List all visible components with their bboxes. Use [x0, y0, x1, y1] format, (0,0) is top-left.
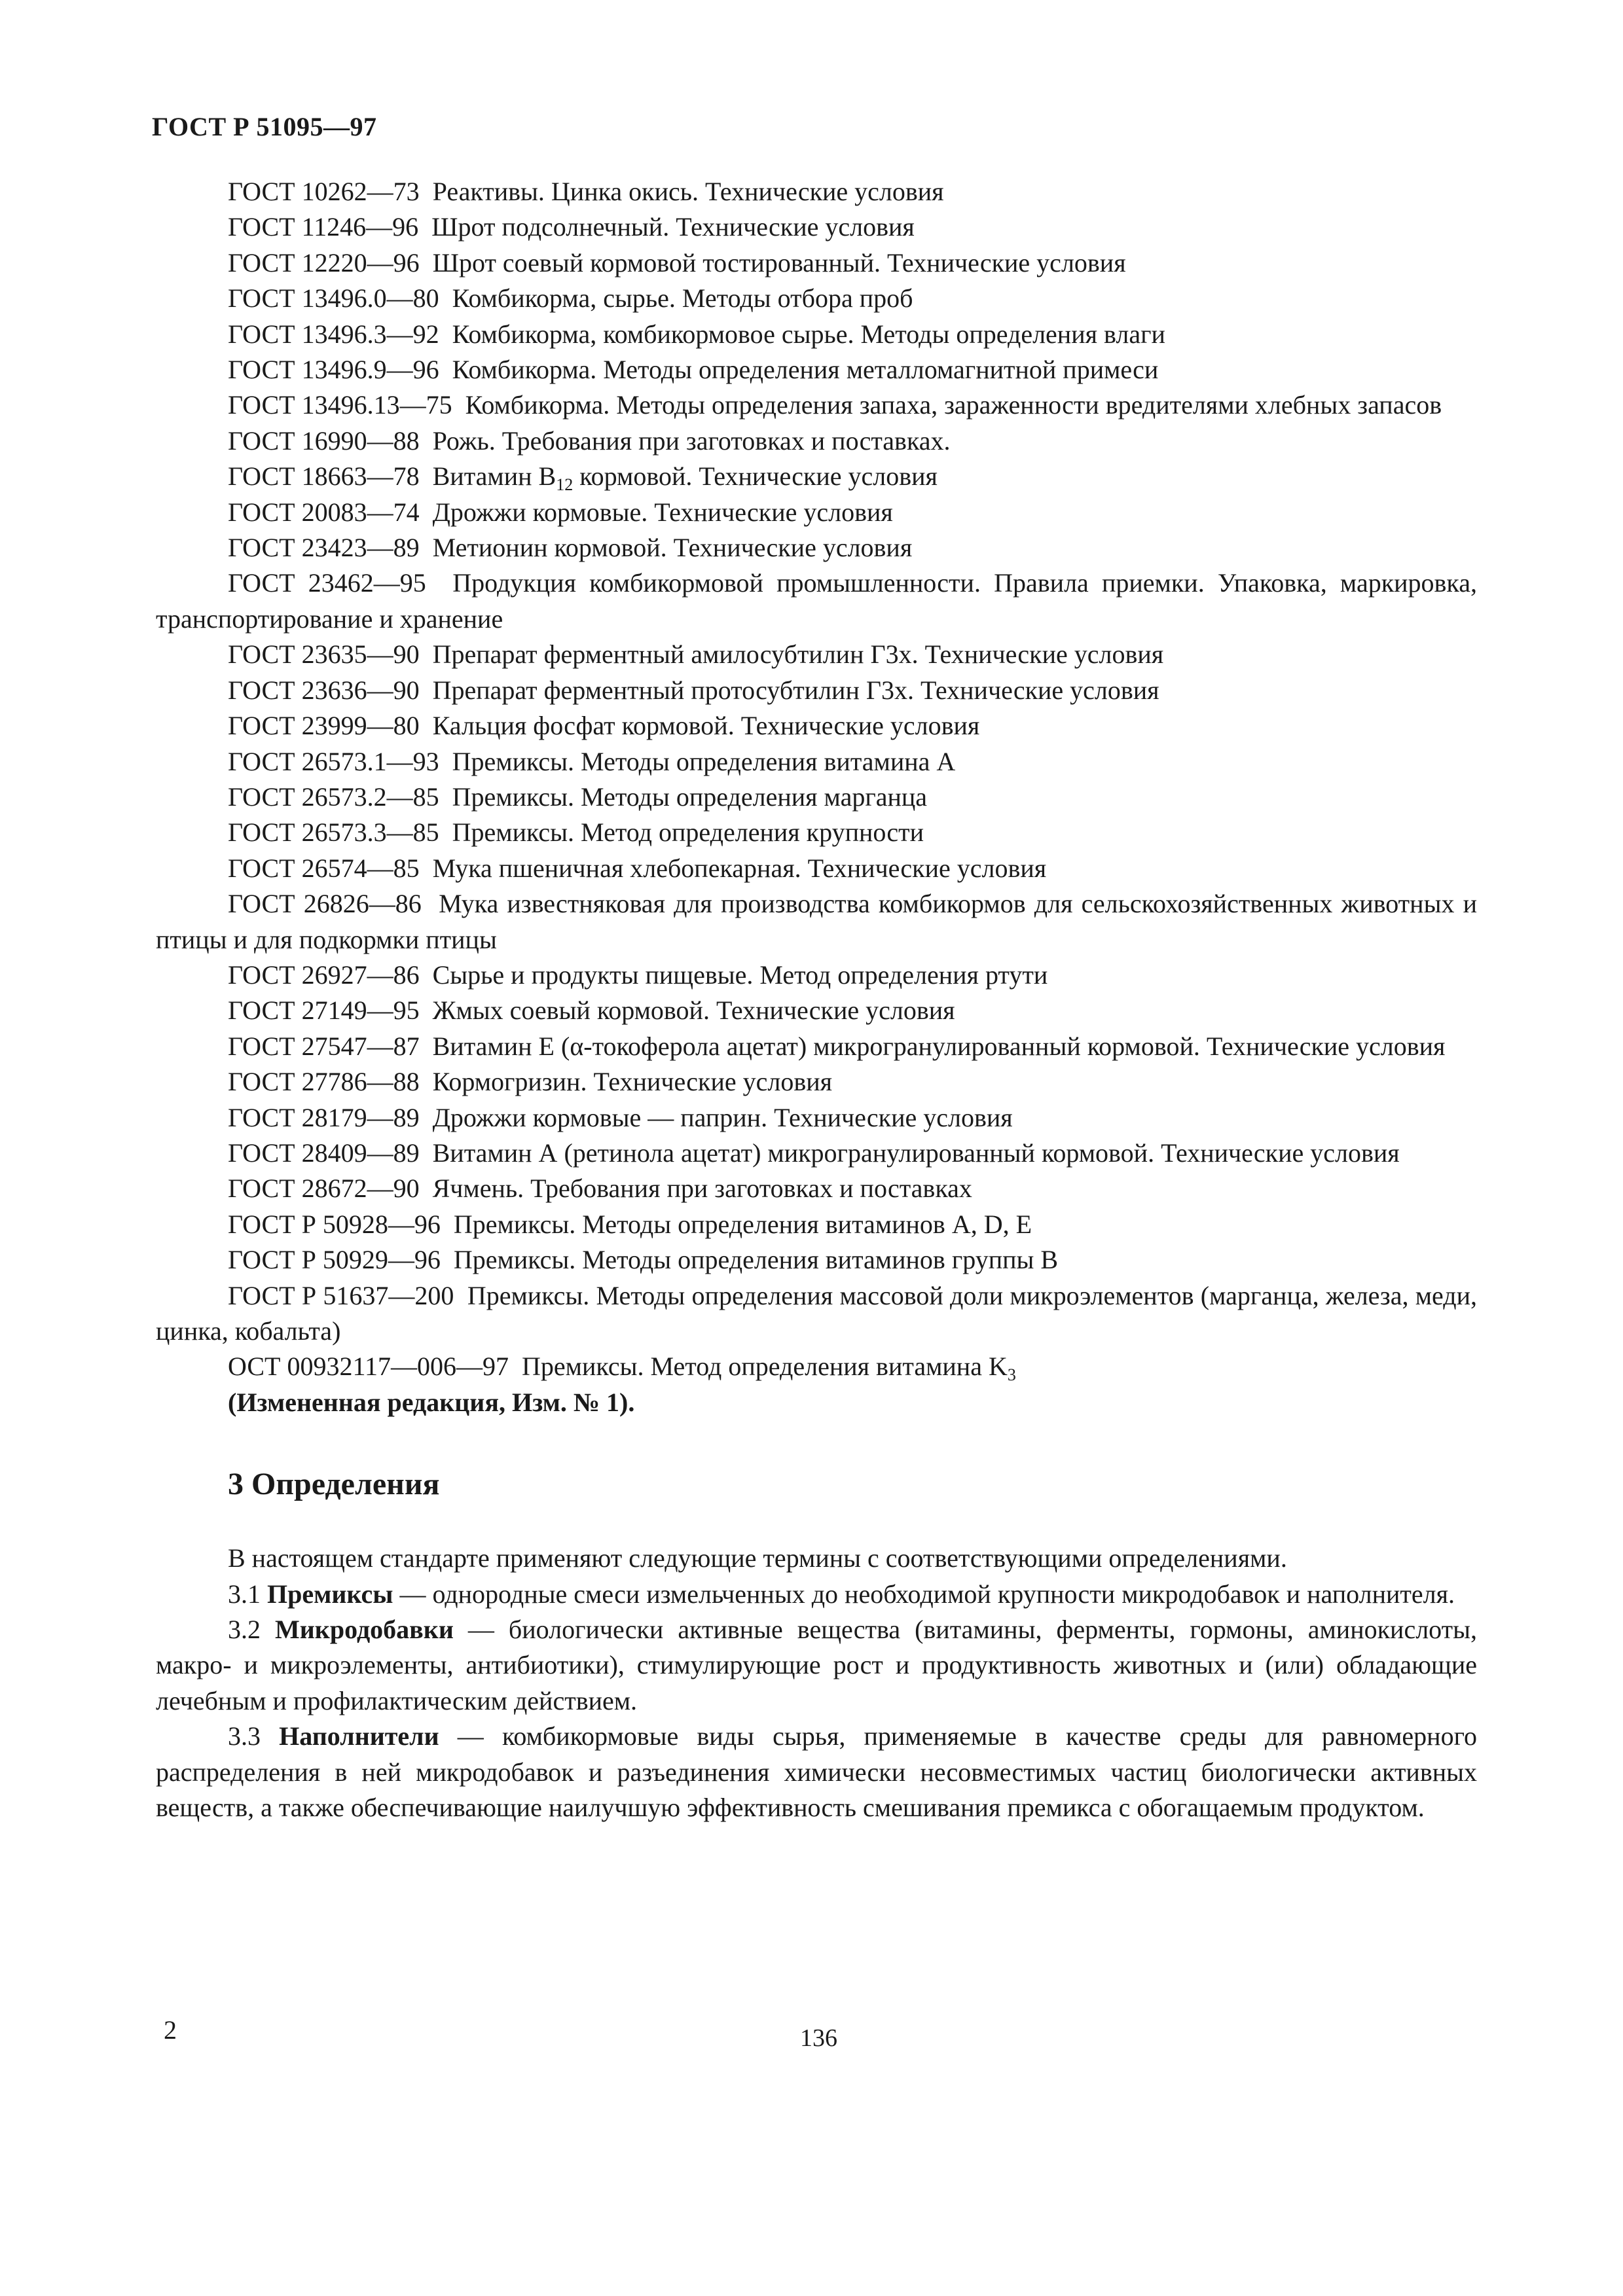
reference-title: Премиксы. Методы определения марганца [452, 781, 928, 812]
reference-code: ГОСТ 13496.9—96 [228, 355, 439, 385]
reference-title: Мука пшеничная хлебопекарная. Технические условия [432, 853, 1047, 883]
reference-title: Премиксы. Методы определения витамина А [452, 746, 956, 776]
reference-title: Рожь. Требования при заготовках и поставках. [432, 425, 951, 456]
reference-code: ГОСТ 26573.1—93 [228, 746, 439, 776]
reference-entry [156, 1100, 1477, 1136]
reference-entry [156, 815, 1477, 850]
reference-code: ГОСТ 23635—90 [228, 639, 420, 670]
reference-entry [156, 1171, 1477, 1206]
reference-code: ОСТ 00932117—006—97 [228, 1352, 509, 1382]
reference-entry [156, 352, 1477, 387]
definition-text: — биологически активные вещества (витамины, ферменты, гормоны, аминокислоты, макро- и микроэлементы, антибиотики), стимулирующие рост и продуктивность животных и (или) обладающие лечебным и профилактическим действием. [156, 1615, 1477, 1715]
reference-code: ГОСТ 28672—90 [228, 1174, 420, 1204]
reference-title: Шрот подсолнечный. Технические условия [431, 212, 915, 242]
reference-code: ГОСТ 23462—95 [228, 568, 426, 598]
reference-title: Реактивы. Цинка окись. Технические условия [432, 177, 944, 206]
reference-title: Препарат ферментный протосубтилин Г3х. Технические условия [432, 675, 1159, 705]
reference-title: Ячмень. Требования при заготовках и поставках [432, 1174, 972, 1204]
definitions-list [156, 1577, 1477, 1826]
reference-title: Мука известняковая для производства комбикормов для сельскохозяйственных животных и птицы и для подкормки птицы [156, 889, 1478, 954]
reference-title: Кальция фосфат кормовой. Технические условия [432, 711, 980, 741]
definition-term: Микродобавки [275, 1615, 454, 1645]
reference-entry [156, 1242, 1477, 1278]
reference-entry [156, 174, 1477, 209]
reference-code: ГОСТ 16990—88 [228, 425, 420, 456]
reference-entry [156, 387, 1477, 423]
reference-entry [156, 495, 1477, 530]
reference-entry [156, 993, 1477, 1028]
reference-title: Премиксы. Методы определения массовой доли микроэлементов (марганца, железа, меди, цинка, кобальта) [156, 1280, 1478, 1346]
reference-entry [156, 530, 1477, 565]
reference-entry [156, 1136, 1477, 1171]
reference-title: Комбикорма, сырье. Методы отбора проб [452, 283, 913, 314]
reference-entry [156, 1278, 1477, 1350]
reference-code: ГОСТ 28179—89 [228, 1102, 420, 1132]
reference-code: ГОСТ 23999—80 [228, 711, 420, 741]
reference-code: ГОСТ 26573.3—85 [228, 817, 439, 848]
reference-entry [156, 245, 1477, 281]
reference-code: ГОСТ 11246—96 [228, 212, 419, 242]
reference-title: Кормогризин. Технические условия [432, 1067, 833, 1097]
reference-code: ГОСТ 27547—87 [228, 1031, 420, 1061]
reference-entry [156, 958, 1477, 993]
definition-item [156, 1612, 1477, 1719]
reference-entry [156, 780, 1477, 815]
reference-code: ГОСТ 10262—73 [228, 177, 420, 206]
reference-title: Витамин А (ретинола ацетат) микрогранулированный кормовой. Технические условия [432, 1138, 1400, 1168]
reference-code: ГОСТ 13496.3—92 [228, 319, 439, 349]
reference-code: ГОСТ 20083—74 [228, 497, 420, 527]
reference-title: Дрожжи кормовые — паприн. Технические условия [432, 1102, 1013, 1132]
reference-subscript: 12 [556, 475, 574, 495]
reference-code: ГОСТ 12220—96 [228, 247, 420, 278]
reference-code: ГОСТ 26573.2—85 [228, 781, 439, 812]
definition-term: Премиксы [267, 1579, 393, 1609]
definition-number: 3.3 [228, 1721, 261, 1751]
reference-title: Шрот соевый кормовой тостированный. Технические условия [432, 247, 1126, 278]
reference-entry [156, 637, 1477, 672]
reference-entry [156, 281, 1477, 316]
reference-title-tail: кормовой. Технические условия [573, 461, 938, 492]
reference-entry [156, 1207, 1477, 1242]
reference-title: Комбикорма. Методы определения запаха, зараженности вредителями хлебных запасов [465, 390, 1442, 420]
definition-number: 3.1 [228, 1579, 261, 1609]
reference-code: ГОСТ Р 50929—96 [228, 1245, 441, 1275]
reference-code: ГОСТ 27786—88 [228, 1067, 420, 1097]
definition-number: 3.2 [228, 1615, 261, 1645]
definition-item [156, 1577, 1477, 1612]
reference-code: ГОСТ 27149—95 [228, 996, 420, 1026]
reference-code: ГОСТ 23423—89 [228, 533, 420, 563]
reference-title: Премиксы. Метод определения крупности [452, 817, 924, 848]
definition-text: — однородные смеси измельченных до необходимой крупности микродобавок и наполнителя. [393, 1579, 1455, 1609]
reference-code: ГОСТ Р 50928—96 [228, 1209, 441, 1239]
reference-code: ГОСТ 26826—86 [228, 889, 422, 919]
reference-title: Дрожжи кормовые. Технические условия [432, 497, 893, 527]
reference-entry [156, 886, 1477, 958]
reference-entry [156, 1349, 1477, 1384]
reference-entry [156, 744, 1477, 780]
reference-entry [156, 1029, 1477, 1064]
reference-title: Комбикорма. Методы определения металломагнитной примеси [452, 355, 1159, 385]
document-header: ГОСТ Р 51095—97 [152, 112, 377, 141]
reference-title: Препарат ферментный амилосубтилин Г3х. Технические условия [432, 639, 1164, 670]
reference-title: Витамин Е (α-токоферола ацетат) микрогранулированный кормовой. Технические условия [432, 1031, 1446, 1061]
reference-entry [156, 851, 1477, 886]
reference-entry [156, 317, 1477, 352]
definition-item [156, 1719, 1477, 1825]
reference-entry [156, 423, 1477, 459]
reference-code: ГОСТ 13496.0—80 [228, 283, 439, 314]
reference-title: Премиксы. Методы определения витаминов группы В [453, 1245, 1059, 1275]
reference-code: ГОСТ 13496.13—75 [228, 390, 452, 420]
reference-title: Метионин кормовой. Технические условия [432, 533, 913, 563]
reference-title: Жмых соевый кормовой. Технические условия [432, 996, 955, 1026]
reference-subscript: 3 [1007, 1365, 1016, 1385]
reference-entry [156, 1064, 1477, 1100]
reference-code: ГОСТ 28409—89 [228, 1138, 420, 1168]
reference-entry [156, 459, 1477, 494]
reference-title: Комбикорма, комбикормовое сырье. Методы определения влаги [452, 319, 1165, 349]
reference-code: ГОСТ 26927—86 [228, 960, 420, 990]
reference-entry [156, 209, 1477, 245]
amendment-note: (Измененная редакция, Изм. № 1). [228, 1387, 635, 1417]
normative-references-list [156, 174, 1477, 1385]
reference-title: Витамин B [432, 461, 556, 492]
section-heading: 3 Определения [228, 1467, 440, 1502]
document-body [156, 174, 1477, 1825]
reference-code: ГОСТ 18663—78 [228, 461, 420, 492]
definition-text: — комбикормовые виды сырья, применяемые в качестве среды для равномерного распределения в ней микродобавок и разъединения химически несовместимых частиц биологически активных веществ, а также обеспечивающие наилучшую эффективность смешивания премикса с обогащаемым продуктом. [156, 1721, 1478, 1823]
page-number-left: 2 [164, 2015, 177, 2045]
reference-title: Премиксы. Метод определения витамина K [522, 1352, 1008, 1382]
reference-title: Сырье и продукты пищевые. Метод определения ртути [432, 960, 1048, 990]
reference-title: Премиксы. Методы определения витаминов А, D, Е [453, 1209, 1032, 1239]
definitions-intro: В настоящем стандарте применяют следующие термины с соответствующими определениями. [228, 1543, 1287, 1573]
page-number-center: 136 [800, 2024, 837, 2052]
reference-title: Продукция комбикормовой промышленности. Правила приемки. Упаковка, маркировка, транспортирование и хранение [156, 568, 1478, 634]
reference-entry [156, 673, 1477, 708]
definition-term: Наполнители [279, 1721, 439, 1751]
reference-code: ГОСТ 26574—85 [228, 853, 420, 883]
reference-code: ГОСТ Р 51637—200 [228, 1280, 454, 1310]
reference-code: ГОСТ 23636—90 [228, 675, 420, 705]
reference-entry [156, 708, 1477, 744]
reference-entry [156, 565, 1477, 637]
